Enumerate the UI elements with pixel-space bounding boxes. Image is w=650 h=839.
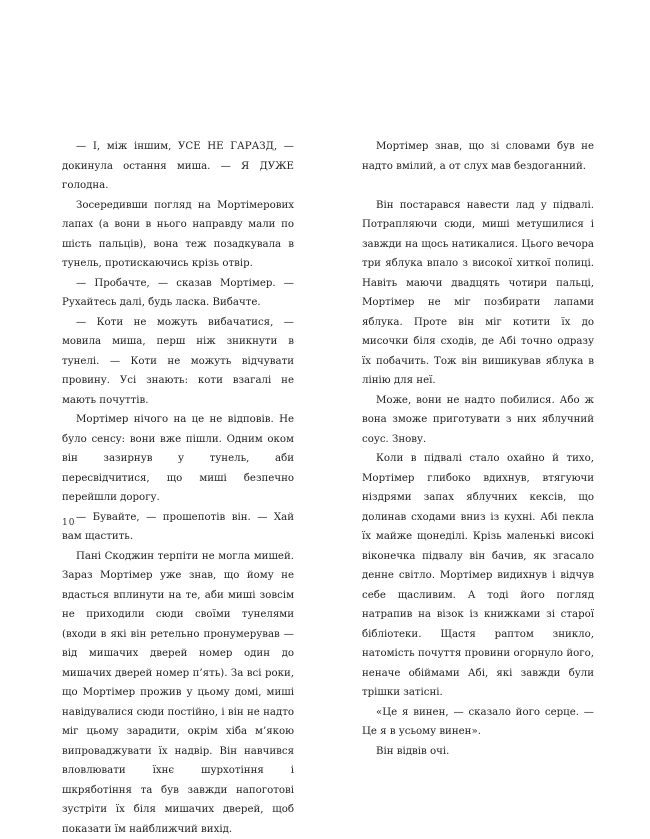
- right-paragraph-6: Він відвів очі.: [362, 742, 594, 762]
- right-paragraph-5: «Це я винен, — сказало його серце. — Це я в усьому винен».: [362, 703, 594, 742]
- left-paragraph-5: Мортімер нічого на це не відповів. Не було сенсу: вони вже пішли. Одним оком він зазирнув у тунель, аби пересвідчитися, що миші безпечно перейшли дорогу.: [62, 410, 294, 508]
- right-paragraph-4: Коли в підвалі стало охайно й тихо, Мортімер глибоко вдихнув, втягуючи ніздрями запах яблучних кексів, що долинав сходами вниз із кухні. Абі пекла їх майже щонеділі. Крізь маленькі високі віконечка підвалу він бачив, як згасало денне світло. Мортімер видихнув і відчув себе щасливим. А тоді його погляд натрапив на візок із книжками зі старої бібліотеки. Щастя раптом зникло, натомість почуття провини огорнуло його, неначе обіймами Абі, які завжди були трішки затісні.: [362, 449, 594, 703]
- right-paragraph-3: Може, вони не надто побилися. Або ж вона зможе приготувати з них яблучний соус. Знову.: [362, 391, 594, 450]
- left-paragraph-1: — І, між іншим, УСЕ НЕ ГАРАЗД, — докинула остання миша. — Я ДУЖЕ голодна.: [62, 137, 294, 196]
- left-paragraph-3: — Пробачте, — сказав Мортімер. — Рухайтесь далі, будь ласка. Вибачте.: [62, 274, 294, 313]
- left-paragraph-2: Зосередивши погляд на Мортімерових лапах (а вони в нього направду мали по шість пальців), вона теж позадкувала в тунель, протискаючись крізь отвір.: [62, 196, 294, 274]
- right-page-text: [362, 137, 594, 761]
- right-paragraph-1: Мортімер знав, що зі словами був не надто вмілий, а от слух мав бездоганний.: [362, 137, 594, 176]
- left-page-text: [62, 137, 294, 839]
- left-paragraph-7: Пані Скоджин терпіти не могла мишей. Зараз Мортімер уже знав, що йому не вдасться вплинути на те, аби миші зовсім не приходили сюди своїми тунелями (входи в які він ретельно пронумерував — від мишачих дверей номер один до мишачих дверей номер п’ять). За всі роки, що Мортімер прожив у цьому домі, миші навідувалися сюди постійно, і він не надто міг цьому зарадити, окрім хіба м’якою випроваджувати їх надвір. Він навчився вловлювати їхнє шурхотіння і шкряботіння та був завжди напоготові зустріти їх біля мишачих дверей, щоб показати їм найближчий вихід.: [62, 547, 294, 839]
- page-number: 10: [62, 518, 75, 528]
- left-paragraph-4: — Коти не можуть вибачатися, — мовила миша, перш ніж зникнути в тунелі. — Коти не можуть відчувати провину. Усі знають: коти взагалі не мають почуттів.: [62, 313, 294, 411]
- right-paragraph-2: Він постарався навести лад у підвалі. Потрапляючи сюди, миші метушилися і завжди на щось натикалися. Цього вечора три яблука впало з високої хиткої полиці. Навіть маючи двадцять чотири пальці, Мортімер не міг позбирати лапами яблука. Проте він міг котити їх до мисочки біля сходів, де Абі точно одразу їх побачить. Тож він вишикував яблука в лінію для неї.: [362, 196, 594, 391]
- left-paragraph-6: — Бувайте, — прошепотів він. — Хай вам щастить.: [62, 508, 294, 547]
